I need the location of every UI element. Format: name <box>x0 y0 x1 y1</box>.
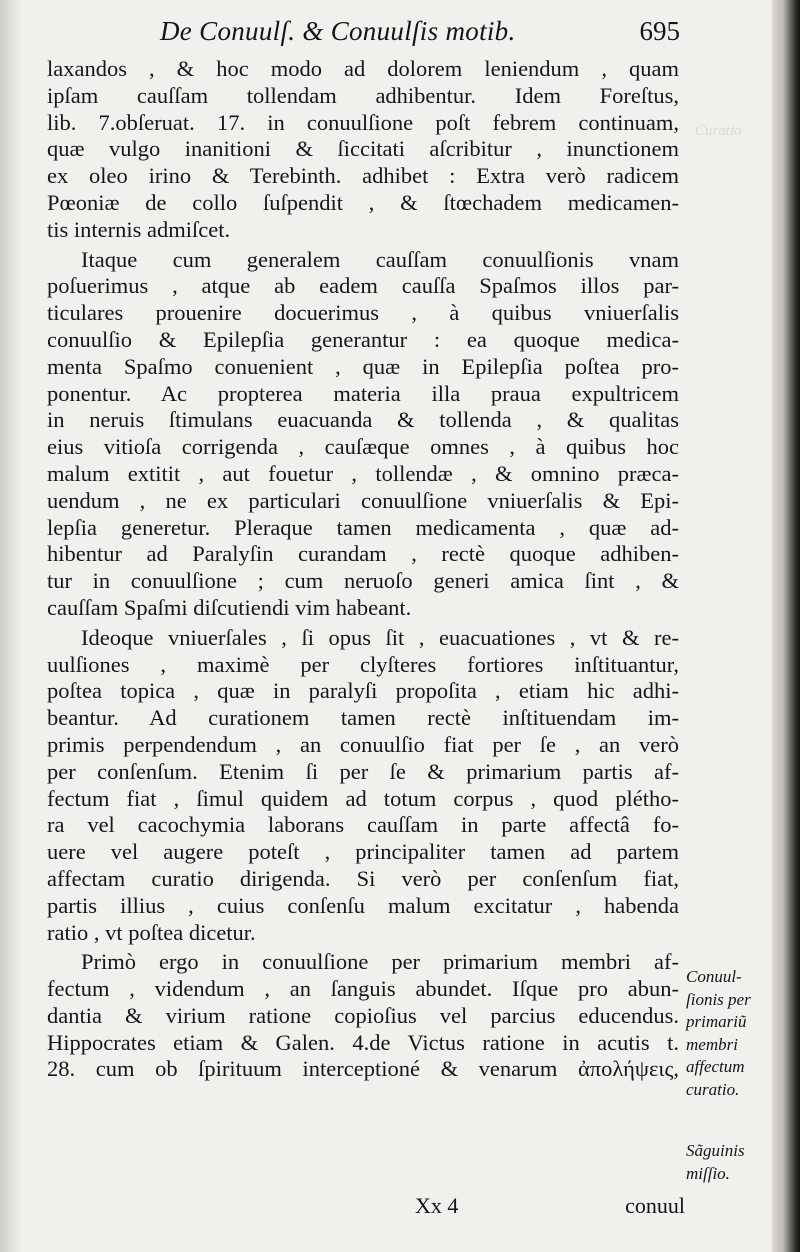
main-text <box>47 56 679 1083</box>
text-line: uere vel augere poteſt , principaliter tamen ad partem <box>47 839 679 865</box>
text-line: tis internis admiſcet. <box>47 216 231 242</box>
text-line: fectum fiat , ſimul quidem ad totum corpus , quod plétho- <box>47 785 679 811</box>
text-line: Primò ergo in conuulſione per primarium membri af- <box>81 949 679 975</box>
text-line: quæ vulgo inanitioni & ſiccitati aſcribitur , inunctionem <box>47 136 679 162</box>
text-line: malum extitit , aut fouetur , tollendæ , & omnino præca- <box>47 460 679 486</box>
text-line: ticulares prouenire docuerimus , à quibus vniuerſalis <box>47 300 679 326</box>
text-line: cauſſam Spaſmi diſcutiendi vim habeant. <box>47 594 412 620</box>
text-line: in neruis ſtimulans euacuanda & tollenda , & qualitas <box>47 407 679 433</box>
text-line: Ideoque vniuerſales , ſi opus ſit , euacuationes , vt & re- <box>81 624 679 650</box>
margin-note-line: ſionis per <box>686 989 751 1009</box>
text-line: ratio , vt poſtea dicetur. <box>47 919 256 945</box>
page-gutter-shadow <box>0 0 22 1252</box>
text-line: eius vitioſa corrigenda , cauſæque omnes , à quibus hoc <box>47 434 679 460</box>
margin-note-sanguinis <box>686 1140 778 1185</box>
text-line: ponentur. Ac propterea materia illa praua expultricem <box>47 380 679 406</box>
text-line: affectam curatio dirigenda. Si verò per conſenſum fiat, <box>47 865 679 891</box>
signature-mark: Xx 4 <box>415 1193 459 1218</box>
text-line: hibentur ad Paralyſin curandam , rectè quoque adhiben- <box>47 541 679 567</box>
text-line: poſtea topica , quæ in paralyſi propoſita , etiam hic adhi- <box>47 678 679 704</box>
margin-note-line: Sãguinis <box>686 1141 745 1160</box>
text-line: uulſiones , maximè per clyſteres fortiores inſtituantur, <box>47 651 679 677</box>
page-footer <box>395 1193 685 1223</box>
text-line: dantia & virium ratione copioſius vel parcius educendus. <box>47 1002 679 1028</box>
margin-note-curatio <box>686 966 778 1101</box>
text-line: lib. 7.obſeruat. 17. in conuulſione poſt febrem continuam, <box>47 109 679 135</box>
text-line: ipſam cauſſam tollendam adhibentur. Idem Foreſtus, <box>47 82 679 108</box>
text-line: beantur. Ad curationem tamen rectè inſtituendam im- <box>47 705 679 731</box>
text-line: primis perpendendum , an conuulſio fiat per ſe , an verò <box>47 731 679 757</box>
show-through-text: Curatio <box>695 123 742 139</box>
margin-note-line: primariũ <box>686 1012 747 1031</box>
text-line: fectum , videndum , an ſanguis abundet. Iſque pro abun- <box>47 976 679 1002</box>
margin-note-line: Conuul- <box>686 967 742 986</box>
text-line: per conſenſum. Etenim ſi per ſe & primarium partis af- <box>47 758 679 784</box>
text-line: lepſia generetur. Pleraque tamen medicamenta , quæ ad- <box>47 514 679 540</box>
page-number: 695 <box>639 16 680 46</box>
text-line: Pœoniæ de collo ſuſpendit , & ſtœchadem medicamen- <box>47 189 679 215</box>
text-line: Itaque cum generalem cauſſam conuulſionis vnam <box>81 246 679 272</box>
text-line: menta Spaſmo conuenient , quæ in Epilepſia poſtea pro- <box>47 353 679 379</box>
text-line: uendum , ne ex particulari conuulſione vniuerſalis & Epi- <box>47 487 679 513</box>
text-line: Hippocrates etiam & Galen. 4.de Victus ratione in acutis t. <box>47 1029 679 1055</box>
text-line: partis illius , cuius conſenſu malum excitatur , habenda <box>47 892 679 918</box>
margin-note-line: membri <box>686 1034 738 1054</box>
text-line: laxandos , & hoc modo ad dolorem leniendum , quam <box>47 56 679 81</box>
text-line: poſuerimus , atque ab eadem cauſſa Spaſmos illos par- <box>47 273 679 299</box>
text-line: tur in conuulſione ; cum neruoſo generi amica ſint , & <box>47 568 679 594</box>
page-header <box>160 16 680 52</box>
catchword: conuul <box>625 1193 685 1218</box>
text-line: 28. cum ob ſpirituum interceptioné & venarum ἀπολήψεις, <box>47 1056 679 1082</box>
text-line: ex oleo irino & Terebinth. adhibet : Extra verò radicem <box>47 163 679 189</box>
margin-note-line: affectum <box>686 1057 745 1076</box>
text-line: ra vel cacochymia laborans cauſſam in parte affectâ fo- <box>47 812 679 838</box>
margin-note-line: miſſio. <box>686 1163 730 1183</box>
margin-note-line: curatio. <box>686 1079 740 1099</box>
text-line: conuulſio & Epilepſia generantur : ea quoque medica- <box>47 326 679 352</box>
running-title: De Conuulſ. & Conuulſis motib. <box>160 16 516 46</box>
